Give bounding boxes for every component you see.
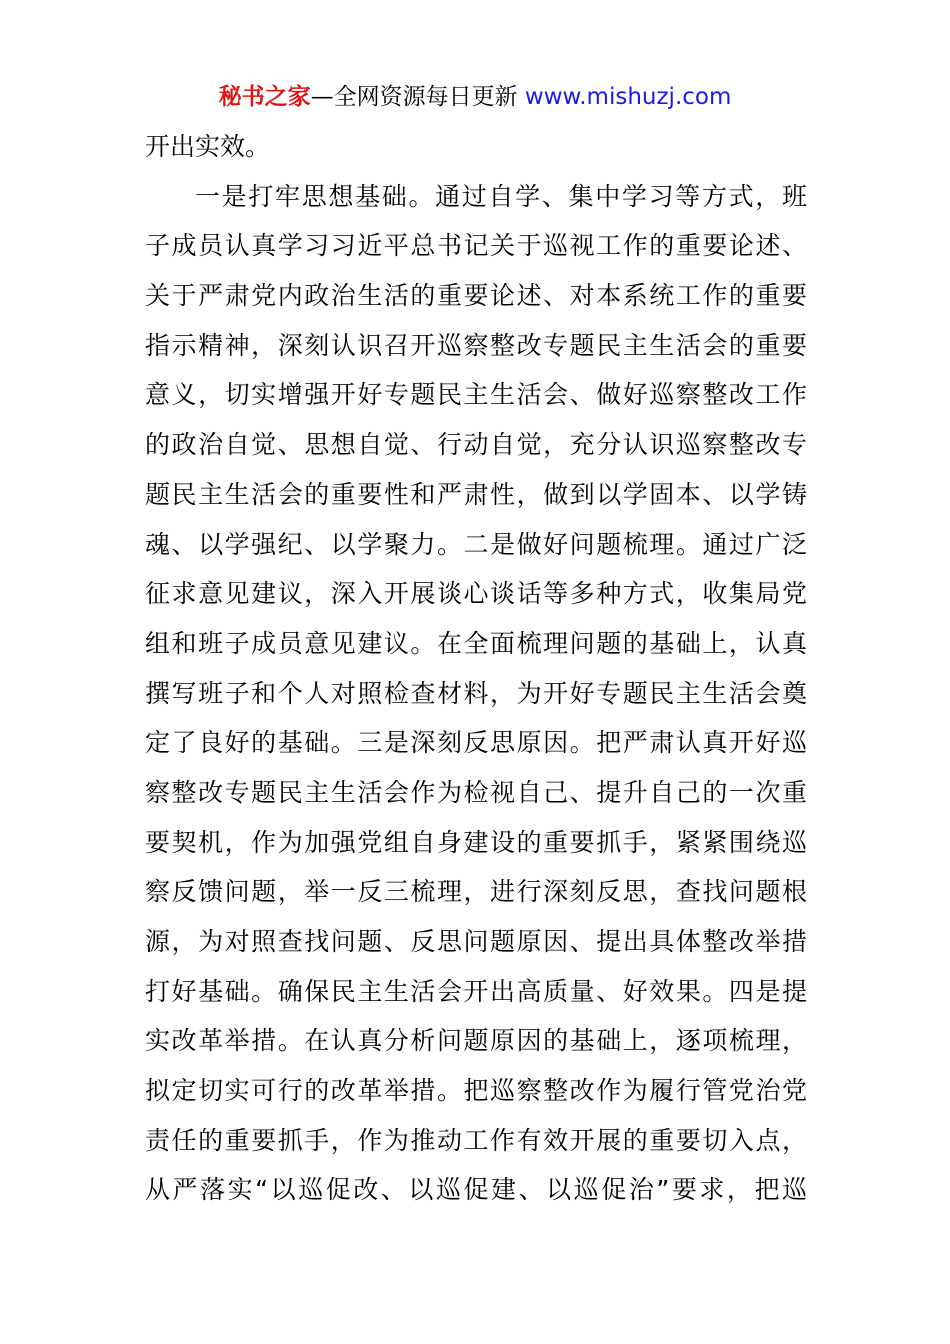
text-line: 察整改专题民主生活会作为检视自己、提升自己的一次重 <box>145 777 807 807</box>
text-line: 魂、以学强纪、以学聚力。二是做好问题梳理。通过广泛 <box>145 529 807 559</box>
text-line: 的政治自觉、思想自觉、行动自觉，充分认识巡察整改专 <box>145 430 807 460</box>
text-line: 责任的重要抓手，作为推动工作有效开展的重要切入点， <box>145 1125 807 1155</box>
text-line: 拟定切实可行的改革举措。把巡察整改作为履行管党治党 <box>145 1076 807 1106</box>
page-header <box>0 80 950 114</box>
text-line: 定了良好的基础。三是深刻反思原因。把严肃认真开好巡 <box>145 728 807 758</box>
text-line: 一是打牢思想基础。通过自学、集中学习等方式，班 <box>195 181 807 211</box>
header-tagline: —全网资源每日更新 <box>310 84 525 110</box>
text-line: 打好基础。确保民主生活会开出高质量、好效果。四是提 <box>145 976 807 1006</box>
text-line: 关于严肃党内政治生活的重要论述、对本系统工作的重要 <box>145 281 807 311</box>
text-line: 源，为对照查找问题、反思问题原因、提出具体整改举措 <box>145 927 807 956</box>
text-line: 子成员认真学习习近平总书记关于巡视工作的重要论述、 <box>145 231 807 261</box>
text-line: 开出实效。 <box>145 132 271 161</box>
text-line: 从严落实“以巡促改、以巡促建、以巡促治”要求，把巡 <box>145 1175 807 1205</box>
text-line: 实改革举措。在认真分析问题原因的基础上，逐项梳理， <box>145 1026 807 1056</box>
text-line: 撰写班子和个人对照检查材料，为开好专题民主生活会奠 <box>145 678 807 708</box>
text-line: 察反馈问题，举一反三梳理，进行深刻反思，查找问题根 <box>145 877 807 907</box>
site-url-link[interactable]: www.mishuzj.com <box>524 84 732 110</box>
document-body <box>145 122 807 1215</box>
text-line: 意义，切实增强开好专题民主生活会、做好巡察整改工作 <box>145 380 807 410</box>
text-line: 指示精神，深刻认识召开巡察整改专题民主生活会的重要 <box>145 330 807 360</box>
text-line: 要契机，作为加强党组自身建设的重要抓手，紧紧围绕巡 <box>145 827 807 857</box>
text-line: 题民主生活会的重要性和严肃性，做到以学固本、以学铸 <box>145 479 807 509</box>
text-line: 组和班子成员意见建议。在全面梳理问题的基础上，认真 <box>145 628 807 658</box>
text-line: 征求意见建议，深入开展谈心谈话等多种方式，收集局党 <box>145 579 807 609</box>
brand-name: 秘书之家 <box>218 84 311 110</box>
